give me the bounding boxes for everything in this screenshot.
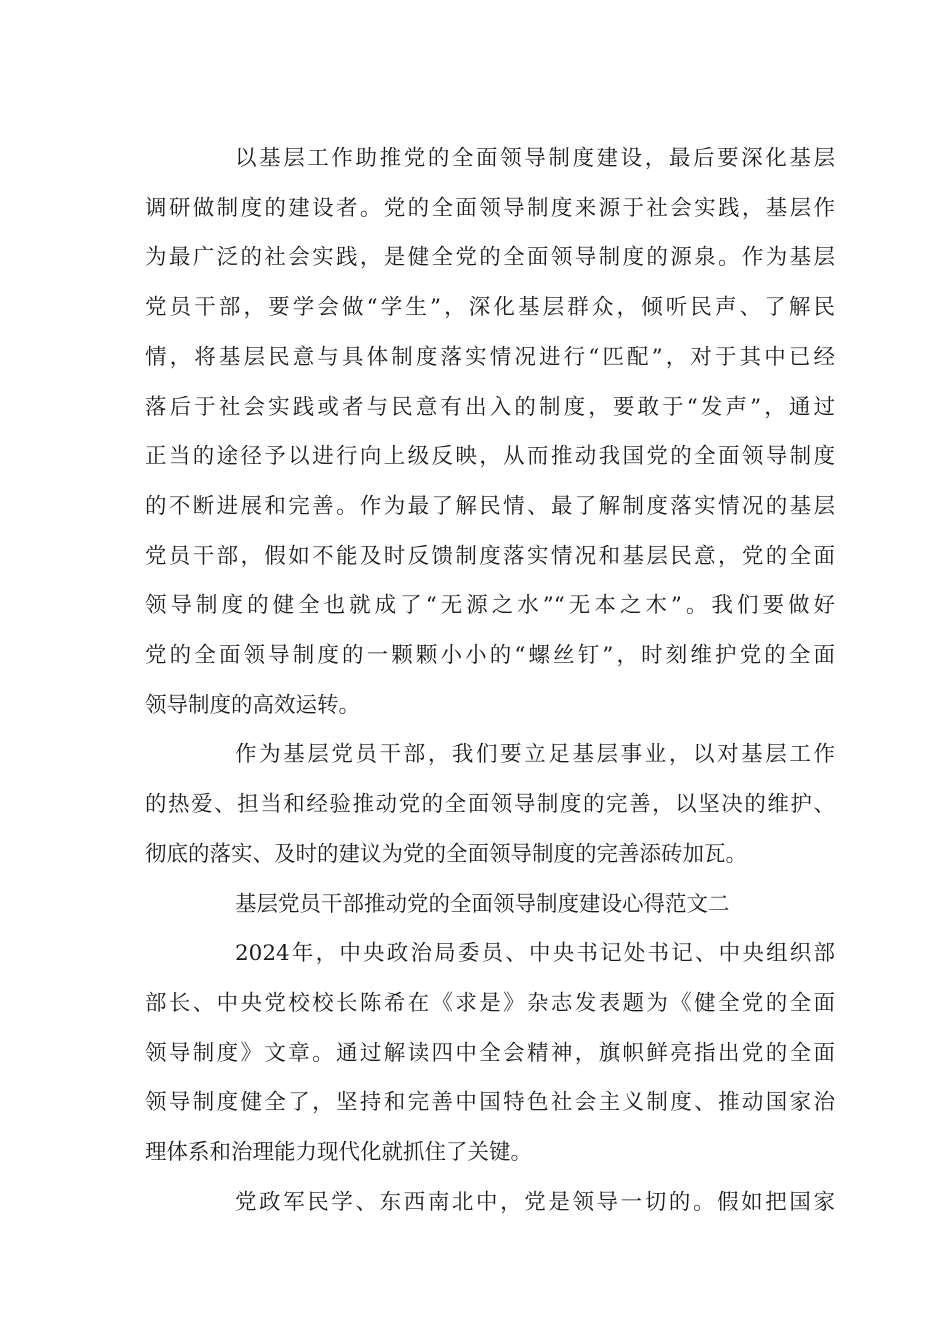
paragraph-line: 落后于社会实践或者与民意有出入的制度，要敢于“发声”，通过 xyxy=(145,394,835,420)
paragraph-line: 作为基层党员干部，我们要立足基层事业，以对基层工作 xyxy=(235,742,835,768)
paragraph-3 xyxy=(145,929,835,1178)
paragraph-2 xyxy=(145,730,835,879)
paragraph-line: 正当的途径予以进行向上级反映，从而推动我国党的全面领导制度 xyxy=(145,444,835,470)
paragraph-line: 的热爱、担当和经验推动党的全面领导制度的完善，以坚决的维护、 xyxy=(145,792,835,818)
paragraph-line: 为最广泛的社会实践，是健全党的全面领导制度的源泉。作为基层 xyxy=(145,245,835,271)
paragraph-line: 以基层工作助推党的全面领导制度建设，最后要深化基层 xyxy=(235,146,835,171)
paragraph-line: 的不断进展和完善。作为最了解民情、最了解制度落实情况的基层 xyxy=(145,493,835,519)
paragraph-line: 党的全面领导制度的一颗颗小小的“螺丝钉”，时刻维护党的全面 xyxy=(145,643,835,669)
paragraph-line: 领导制度的高效运转。 xyxy=(145,692,361,718)
paragraph-line: 党员干部，要学会做“学生”，深化基层群众，倾听民声、了解民 xyxy=(145,295,835,321)
paragraph-line: 领导制度健全了，坚持和完善中国特色社会主义制度、推动国家治 xyxy=(145,1090,835,1116)
paragraph-line: 彻底的落实、及时的建议为党的全面领导制度的完善添砖加瓦。 xyxy=(145,841,748,867)
paragraph-line: 党员干部，假如不能及时反馈制度落实情况和基层民意，党的全面 xyxy=(145,543,835,569)
document-body xyxy=(145,134,835,1227)
paragraph-line: 部长、中央党校校长陈希在《求是》杂志发表题为《健全党的全面 xyxy=(145,990,835,1016)
paragraph-line: 调研做制度的建设者。党的全面领导制度来源于社会实践，基层作 xyxy=(145,195,835,221)
paragraph-1 xyxy=(145,134,835,730)
section-heading: 基层党员干部推动党的全面领导制度建设心得范文二 xyxy=(235,891,730,917)
paragraph-4 xyxy=(145,1178,835,1228)
paragraph-line: 领导制度的健全也就成了“无源之水”“无本之木”。我们要做好 xyxy=(145,593,835,619)
paragraph-line: 2024年，中央政治局委员、中央书记处书记、中央组织部 xyxy=(235,941,835,967)
paragraph-line: 领导制度》文章。通过解读四中全会精神，旗帜鲜亮指出党的全面 xyxy=(145,1040,835,1066)
paragraph-line: 理体系和治理能力现代化就抓住了关键。 xyxy=(145,1140,533,1166)
paragraph-line: 情，将基层民意与具体制度落实情况进行“匹配”，对于其中已经 xyxy=(145,344,835,370)
paragraph-line: 党政军民学、东西南北中，党是领导一切的。假如把国家 xyxy=(235,1189,835,1215)
section-heading-block xyxy=(145,880,835,930)
